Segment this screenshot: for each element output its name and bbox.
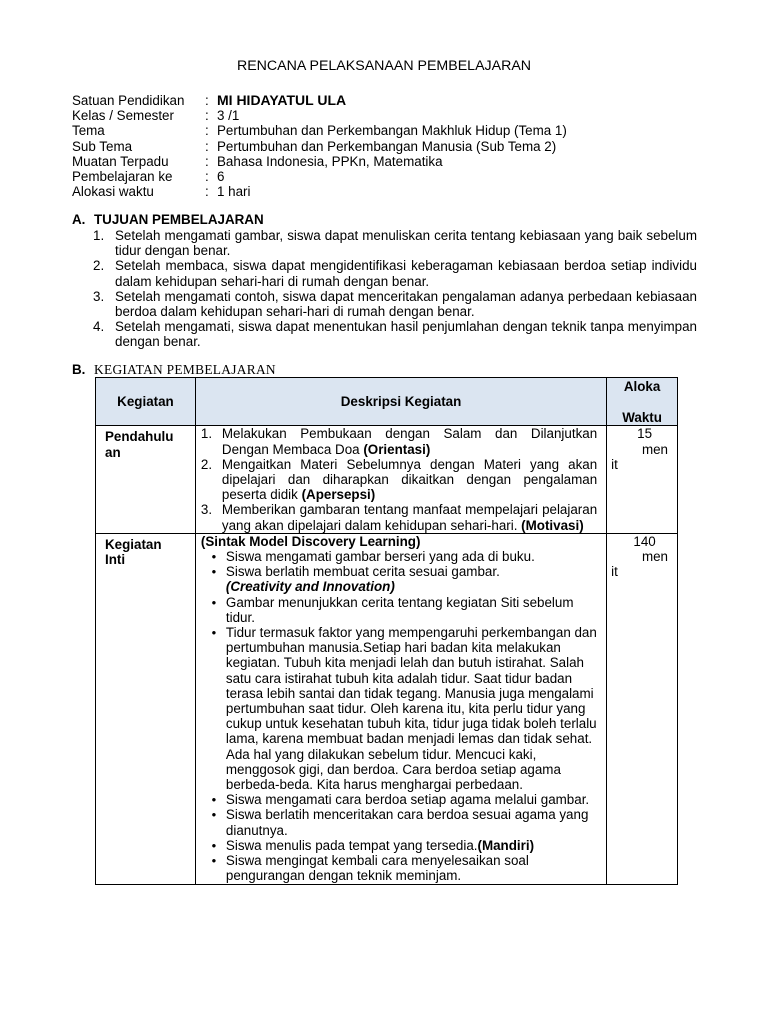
info-value: Bahasa Indonesia, PPKn, Matematika <box>217 153 443 169</box>
list-item <box>93 319 697 349</box>
info-value: Pertumbuhan dan Perkembangan Makhluk Hidup (Tema 1) <box>217 123 567 139</box>
bullet: • <box>211 807 217 823</box>
item-text: Siswa berlatih menceritakan cara berdoa sesuai agama yang dianutnya. <box>225 807 589 838</box>
list-item <box>93 228 697 258</box>
table-row <box>96 533 678 884</box>
header-kegiatan: Kegiatan <box>96 378 196 426</box>
header-alokasi-line2: Waktu <box>622 410 662 426</box>
allocation-unit-2: it <box>611 564 618 580</box>
table-row <box>96 426 678 533</box>
row-description <box>195 533 606 884</box>
item-text: Siswa menulis pada tempat yang tersedia. <box>225 837 478 853</box>
info-label: Sub Tema <box>72 138 133 154</box>
item-text-wrap <box>222 502 597 532</box>
header-deskripsi: Deskripsi Kegiatan <box>195 378 606 426</box>
item-text-wrap <box>222 457 597 503</box>
allocation-number: 15 <box>637 426 653 442</box>
list-item <box>93 289 697 319</box>
info-label: Kelas / Semester <box>72 108 174 124</box>
opening-steps <box>201 426 597 532</box>
list-item <box>201 595 597 625</box>
info-separator: : <box>205 168 209 184</box>
info-separator: : <box>205 138 209 154</box>
bullet: • <box>211 837 217 853</box>
info-value: 1 hari <box>217 184 251 200</box>
info-row <box>72 93 567 108</box>
item-text: Melakukan Pembukaan dengan Salam dan Dilanjutkan Dengan Membaca Doa <box>221 426 598 457</box>
objectives-list <box>93 228 697 350</box>
allocation-unit-1: men <box>641 549 668 565</box>
item-tag: (Mandiri) <box>477 837 535 853</box>
item-text: Memberikan gambaran tentang manfaat mempelajari pelajaran yang akan dipelajari dalam kehidupan sehari-hari. <box>221 502 598 533</box>
section-a-heading <box>72 212 264 227</box>
item-tag: (Creativity and Innovation) <box>225 579 395 595</box>
item-number: 3. <box>93 288 105 304</box>
row-label-text: Kegiatan Inti <box>105 536 162 568</box>
item-tag: (Motivasi) <box>521 517 584 533</box>
list-item <box>201 502 597 532</box>
info-value: 3 /1 <box>217 108 240 124</box>
item-text: Mengaitkan Materi Sebelumnya dengan Materi yang akan dipelajari dan diharapkan dikaitkan dengan pengalaman peserta didik <box>221 456 598 503</box>
header-alokasi <box>607 378 678 426</box>
bullet: • <box>211 549 217 565</box>
info-separator: : <box>205 123 209 139</box>
row-label-text: Pendahuluan <box>105 429 174 460</box>
list-item <box>201 426 597 456</box>
item-number: 2. <box>200 456 213 472</box>
info-label: Pembelajaran ke <box>72 168 173 184</box>
item-text: Gambar menunjukkan cerita tentang kegiatan Siti sebelum tidur. <box>225 594 574 625</box>
section-letter: B. <box>72 362 86 377</box>
bullet: • <box>211 792 217 808</box>
info-row <box>72 123 567 138</box>
info-row <box>72 154 567 169</box>
info-separator: : <box>205 108 209 124</box>
item-text: Setelah mengamati, siswa dapat menentukan hasil penjumlahan dengan teknik tanpa menyimpan dengan benar. <box>115 319 697 350</box>
allocation-unit-2: it <box>611 456 618 472</box>
item-text-wrap <box>222 426 597 456</box>
item-number: 2. <box>93 258 105 274</box>
list-item <box>201 807 597 837</box>
section-letter: A. <box>72 212 86 227</box>
list-item <box>201 457 597 503</box>
list-item <box>201 838 597 853</box>
bullet: • <box>211 594 217 610</box>
header-alokasi-line1: Aloka <box>623 379 661 394</box>
item-number: 1. <box>93 228 105 243</box>
list-item <box>201 792 597 807</box>
row-label <box>96 533 196 884</box>
row-description <box>195 426 606 533</box>
item-text: Siswa mengamati gambar berseri yang ada di buku. <box>225 549 535 565</box>
item-number: 1. <box>200 426 213 442</box>
info-row <box>72 139 567 154</box>
info-separator: : <box>205 184 209 200</box>
list-item <box>93 258 697 288</box>
bullet: • <box>211 564 217 580</box>
item-tag: (Orientasi) <box>363 441 431 457</box>
info-value: Pertumbuhan dan Perkembangan Manusia (Sub Tema 2) <box>217 138 557 154</box>
list-item <box>201 549 597 564</box>
identity-block <box>72 93 567 199</box>
activities-table <box>95 377 678 885</box>
row-label <box>96 426 196 533</box>
info-separator: : <box>205 93 209 108</box>
item-text-wrap <box>226 838 597 853</box>
table-header-row <box>96 378 678 426</box>
info-label: Satuan Pendidikan <box>72 93 185 108</box>
info-row <box>72 184 567 199</box>
row-allocation <box>607 533 678 884</box>
allocation-unit-1: men <box>641 441 668 457</box>
info-label: Muatan Terpadu <box>72 153 169 169</box>
allocation-number: 140 <box>633 533 656 549</box>
item-text: Setelah membaca, siswa dapat mengidentifikasi keberagaman kebiasaan berdoa setiap individu dalam kehidupan sehari-hari di rumah dengan benar. <box>115 258 697 289</box>
row-allocation <box>607 426 678 533</box>
list-item <box>201 564 597 594</box>
list-item <box>201 625 597 792</box>
item-text-wrap <box>226 564 597 594</box>
info-label: Alokasi waktu <box>72 184 154 200</box>
core-activities <box>201 549 597 883</box>
bullet: • <box>211 853 217 869</box>
section-title: TUJUAN PEMBELAJARAN <box>94 212 264 227</box>
list-item <box>201 853 597 883</box>
info-separator: : <box>205 153 209 169</box>
bullet: • <box>211 625 217 641</box>
info-label: Tema <box>72 123 105 139</box>
info-row <box>72 108 567 123</box>
item-text: Siswa mengamati cara berdoa setiap agama melalui gambar. <box>225 792 590 808</box>
item-text: Siswa mengingat kembali cara menyelesaikan soal pengurangan dengan teknik meminjam. <box>225 853 529 884</box>
item-text: Tidur termasuk faktor yang mempengaruhi perkembangan dan pertumbuhan manusia.Setiap hari badan kita melakukan kegiatan. Tubuh kita menjadi lelah dan butuh istirahat. Salah satu cara istirahat tubuh kita adalah tidur. Saat tidur badan terasa lebih santai dan tidak tegang. Manusia juga mengalami pertumbuhan saat tidur. Oleh karena itu, kita perlu tidur yang cukup untuk kesehatan tubuh kita, tidur juga tidak boleh terlalu lama, karena membuat badan menjadi lemas dan tidak sehat. Ada hal yang dilakukan sebelum tidur. Mencuci kaki, menggosok gigi, dan berdoa. Cara berdoa setiap agama berbeda-beda. Kita harus menghargai perbedaan. <box>225 625 597 793</box>
document-title: RENCANA PELAKSANAAN PEMBELAJARAN <box>236 58 532 74</box>
item-number: 3. <box>200 502 213 518</box>
item-tag: (Apersepsi) <box>301 487 376 503</box>
item-number: 4. <box>93 319 105 335</box>
item-text: Siswa berlatih membuat cerita sesuai gambar. <box>225 564 500 580</box>
section-b-heading <box>72 362 276 377</box>
info-value: 6 <box>217 168 225 184</box>
sintak-heading: (Sintak Model Discovery Learning) <box>200 533 421 549</box>
item-text: Setelah mengamati gambar, siswa dapat menuliskan cerita tentang kebiasaan yang baik sebelum tidur dengan benar. <box>115 228 697 259</box>
item-text: Setelah mengamati contoh, siswa dapat menceritakan pengalaman adanya perbedaan kebiasaan berdoa dalam kehidupan sehari-hari di rumah dengan benar. <box>115 288 697 320</box>
section-title: KEGIATAN PEMBELAJARAN <box>94 362 276 377</box>
school-name: MI HIDAYATUL ULA <box>217 92 347 108</box>
info-row <box>72 169 567 184</box>
